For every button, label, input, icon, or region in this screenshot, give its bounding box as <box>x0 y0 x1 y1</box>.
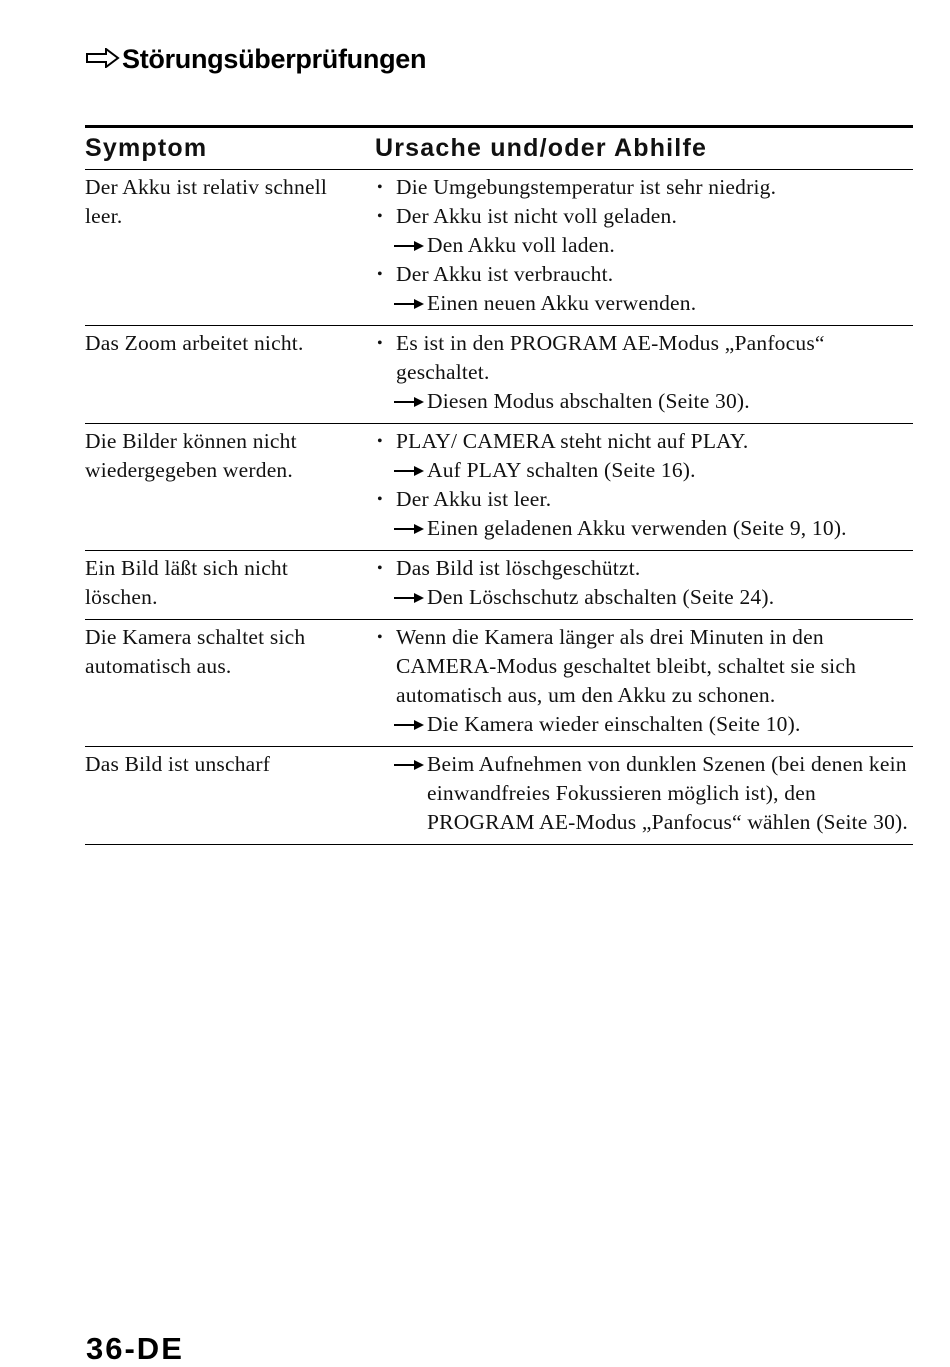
right-arrow-icon <box>394 750 427 779</box>
remedy-item <box>375 514 913 543</box>
remedy-item <box>375 456 913 485</box>
bullet-icon: • <box>377 433 383 450</box>
remedy-text: Einen geladenen Akku verwenden (Seite 9, 10). <box>427 516 847 540</box>
symptom-cell: Das Bild ist unscharf <box>85 747 375 845</box>
bullet-icon: • <box>377 560 383 577</box>
table-row <box>85 551 913 620</box>
table-row <box>85 424 913 551</box>
right-arrow-icon <box>394 514 427 543</box>
remedy-text: Den Akku voll laden. <box>427 233 615 257</box>
cause-text: PLAY/ CAMERA steht nicht auf PLAY. <box>396 429 749 453</box>
cause-text: Die Umgebungstemperatur ist sehr niedrig. <box>396 175 777 199</box>
cause-item <box>375 623 913 710</box>
remedy-item <box>375 289 913 318</box>
cause-item <box>375 554 913 583</box>
remedy-cell <box>375 424 913 551</box>
bullet-icon: • <box>377 266 383 283</box>
remedy-cell <box>375 747 913 845</box>
header-symptom: Symptom <box>85 127 375 170</box>
page-number: 36-DE <box>86 1331 184 1366</box>
remedy-item <box>375 231 913 260</box>
remedy-text: Einen neuen Akku verwenden. <box>427 291 697 315</box>
symptom-cell: Der Akku ist relativ schnell leer. <box>85 170 375 326</box>
bullet-icon: • <box>377 629 383 646</box>
table-row <box>85 747 913 845</box>
right-arrow-icon <box>394 583 427 612</box>
section-title-text: Störungsüberprüfungen <box>122 44 427 74</box>
remedy-text: Diesen Modus abschalten (Seite 30). <box>427 389 750 413</box>
remedy-text: Den Löschschutz abschalten (Seite 24). <box>427 585 775 609</box>
symptom-cell: Die Kamera schaltet sich automatisch aus. <box>85 620 375 747</box>
symptom-cell: Ein Bild läßt sich nicht löschen. <box>85 551 375 620</box>
remedy-item <box>375 583 913 612</box>
table-row <box>85 620 913 747</box>
bullet-icon: • <box>377 179 383 196</box>
cause-item <box>375 329 913 387</box>
remedy-item <box>375 387 913 416</box>
remedy-text: Beim Aufnehmen von dunklen Szenen (bei denen kein einwandfreies Fokussieren möglich ist), den PROGRAM AE-Modus „Panfocus“ wählen (Seite 30). <box>427 752 908 834</box>
remedy-cell <box>375 620 913 747</box>
right-arrow-icon <box>394 231 427 260</box>
hollow-right-arrow-icon <box>86 44 120 75</box>
cause-item <box>375 260 913 289</box>
cause-text: Der Akku ist verbraucht. <box>396 262 614 286</box>
cause-text: Es ist in den PROGRAM AE-Modus „Panfocus“ geschaltet. <box>396 331 825 384</box>
remedy-text: Die Kamera wieder einschalten (Seite 10). <box>427 712 801 736</box>
bullet-icon: • <box>377 491 383 508</box>
remedy-item <box>375 710 913 739</box>
header-cause-remedy: Ursache und/oder Abhilfe <box>375 127 913 170</box>
section-title <box>86 44 426 75</box>
right-arrow-icon <box>394 289 427 318</box>
bullet-icon: • <box>377 208 383 225</box>
cause-text: Der Akku ist leer. <box>396 487 552 511</box>
symptom-cell: Das Zoom arbeitet nicht. <box>85 326 375 424</box>
table-row <box>85 326 913 424</box>
cause-text: Der Akku ist nicht voll geladen. <box>396 204 678 228</box>
cause-text: Das Bild ist löschgeschützt. <box>396 556 641 580</box>
right-arrow-icon <box>394 710 427 739</box>
troubleshooting-table <box>85 125 913 845</box>
remedy-cell <box>375 170 913 326</box>
table-row <box>85 170 913 326</box>
remedy-cell <box>375 326 913 424</box>
remedy-text: Auf PLAY schalten (Seite 16). <box>427 458 696 482</box>
table-header-row <box>85 127 913 170</box>
cause-item <box>375 485 913 514</box>
cause-text: Wenn die Kamera länger als drei Minuten in den CAMERA-Modus geschaltet bleibt, schaltet sie sich automatisch aus, um den Akku zu schonen. <box>396 625 857 707</box>
right-arrow-icon <box>394 387 427 416</box>
cause-item <box>375 173 913 202</box>
cause-item <box>375 202 913 231</box>
right-arrow-icon <box>394 456 427 485</box>
remedy-item <box>375 750 913 837</box>
cause-item <box>375 427 913 456</box>
bullet-icon: • <box>377 335 383 352</box>
symptom-cell: Die Bilder können nicht wiedergegeben werden. <box>85 424 375 551</box>
remedy-cell <box>375 551 913 620</box>
